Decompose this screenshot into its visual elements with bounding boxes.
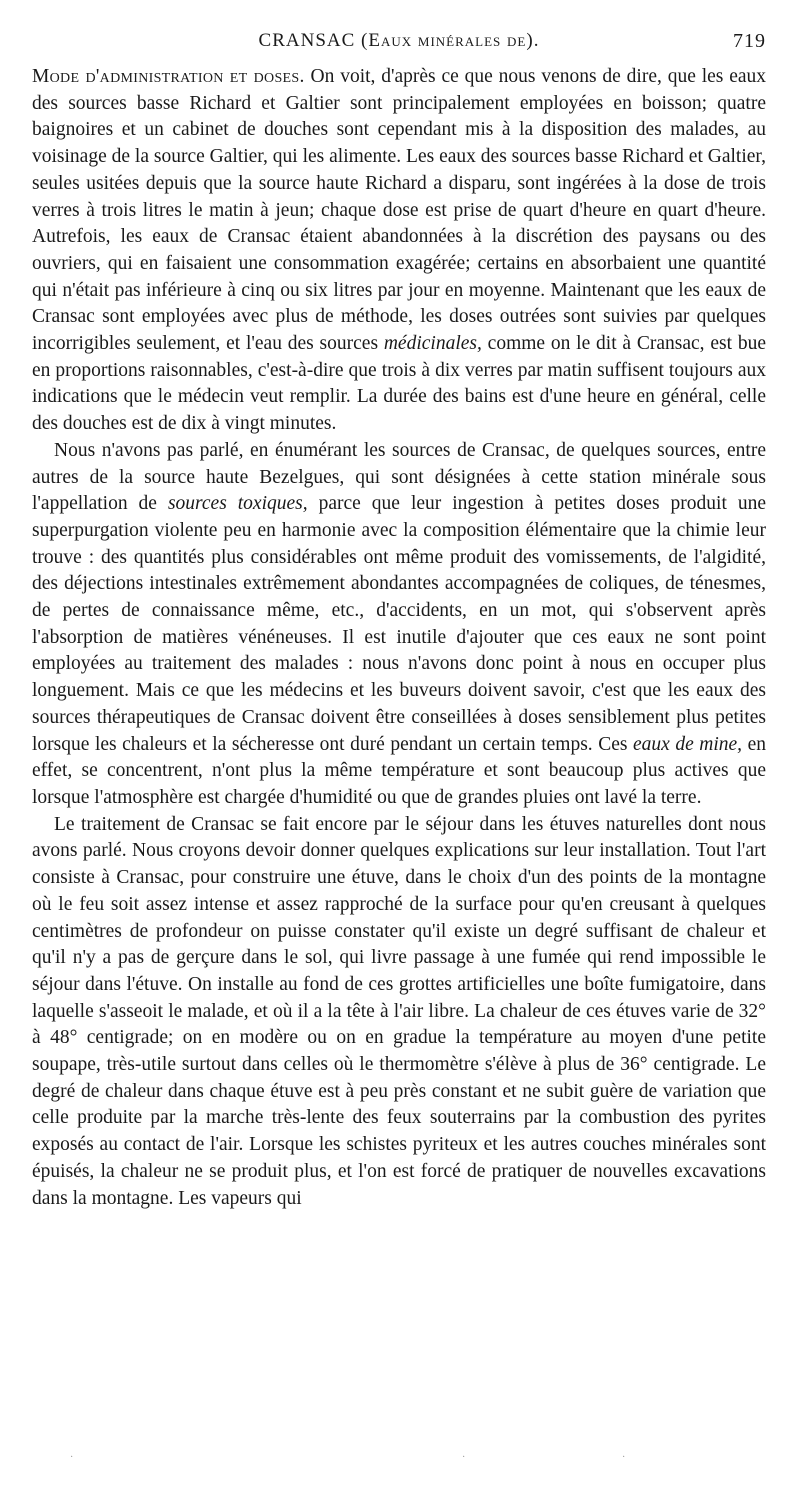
paragraph-2 [32,438,766,812]
paragraph-3-text-a: Le traitement de Cransac se fait encore par le séjour dans les étuves naturelles dont nous avons parlé. Nous croyons devoir donner quelques explications sur leur installation. Tout l'art consiste à Cransac, pour construire une étuve, dans le choix d'un des points de la montagne où le feu soit assez intense et assez rapproché de la surface pour qu'en creusant à quelques centimètres de profondeur on puisse constater qu'il existe un degré suffisant de chaleur et qu'il n'y a pas de gerçure dans le sol, qui livre passage à une fumée qui rend impossible le séjour dans l'étuve. On installe au fond de ces grottes artificielles une boîte fumigatoire, dans laquelle s'asseoit le malade, et où il a la tête à l'air libre. La chaleur de ces étuves varie de 32° à 48° centigrade; on en modère ou on en gradue la température au moyen d'une petite soupape, très-utile surtout dans celles où le thermomètre s'élève à plus de 36° centigrade. Le degré de chaleur dans chaque étuve est à peu près constant et ne subit guère de variation que celle produite par la marche très-lente des feux souterrains par la combustion des pyrites exposés au contact de l'air. Lorsque les schistes pyriteux et les autres couches minérales sont épuisés, la chaleur ne se produit plus, et l'on est forcé de pratiquer de nouvelles excavations dans la montagne. Les vapeurs qui [32,813,766,1209]
paragraph-2-text-a: Nous n'avons pas parlé, en énumérant les sources de Cransac, de quelques sources, entre autres de la source haute Bezelgues, qui sont désignées à cette station minérale sous l'appellation de [32,439,766,515]
page-body [32,64,766,1212]
paragraph-2-italic-a: sources toxiques, [167,493,308,515]
section-heading: Mode d'administration et doses. [32,66,305,87]
footer-scan-marks [0,1452,800,1464]
paragraph-1 [32,64,766,438]
page-number: 719 [733,30,766,52]
paragraph-3 [32,812,766,1213]
paragraph-2-italic-b: eaux de mine, [632,733,743,755]
running-title [32,30,766,52]
scan-mark: · [70,1452,74,1463]
paragraph-1-italic-a: médicinales, [383,333,482,355]
header-title-sub: (Eaux minérales de). [361,30,540,51]
paragraph-1-text-a: On voit, d'après ce que nous venons de dire, que les eaux des sources basse Richard et Galtier sont principalement employées en boisson; quatre baignoires et un cabinet de douches sont cependant mis à la disposition des malades, au voisinage de la source Galtier, qui les alimente. Les eaux des sources basse Richard et Galtier, seules usitées depuis que la source haute Richard a disparu, sont ingérées à la dose de trois verres à trois litres le matin à jeun; chaque dose est prise de quart d'heure en quart d'heure. Autrefois, les eaux de Cransac étaient abandonnées à la discrétion des paysans ou des ouvriers, qui en faisaient une consommation exagérée; certains en absorbaient une quantité qui n'était pas inférieure à cinq ou six litres par jour en moyenne. Maintenant que les eaux de Cransac sont employées avec plus de méthode, les doses outrées sont suivies par quelques incorrigibles seulement, et l'eau des sources [32,66,767,355]
header-title-main: CRANSAC [258,30,356,51]
running-header [32,30,766,58]
scan-mark: · [622,1452,626,1463]
paragraph-2-text-c: en effet, se concentrent, n'ont plus la même température et sont beaucoup plus actives que lorsque l'atmosphère est chargée d'humidité ou que de grandes pluies ont lavé la terre. [32,733,767,808]
paragraph-1-text-b: comme on le dit à Cransac, est bue en proportions raisonnables, c'est-à-dire que trois à dix verres par matin suffisent toujours aux indications que le médecin veut remplir. La durée des bains est d'une heure en général, celle des douches est de dix à vingt minutes. [32,333,766,435]
scan-mark: · [462,1452,466,1463]
paragraph-2-text-b: parce que leur ingestion à petites doses produit une superpurgation violente peu en harmonie avec la composition élémentaire que la chimie leur trouve : des quantités plus considérables ont même produit des vomissements, de l'algidité, des déjections intestinales extrêmement abondantes accompagnées de coliques, de ténesmes, de pertes de connaissance même, etc., d'accidents, en un mot, qui s'observent après l'absorption de matières vénéneuses. Il est inutile d'ajouter que ces eaux ne sont point employées au traitement des malades : nous n'avons donc point à nous en occuper plus longuement. Mais ce que les médecins et les buveurs doivent savoir, c'est que les eaux des sources thérapeutiques de Cransac doivent être conseillées à doses sensiblement plus petites lorsque les chaleurs et la sécheresse ont duré pendant un certain temps. Ces [32,493,766,755]
